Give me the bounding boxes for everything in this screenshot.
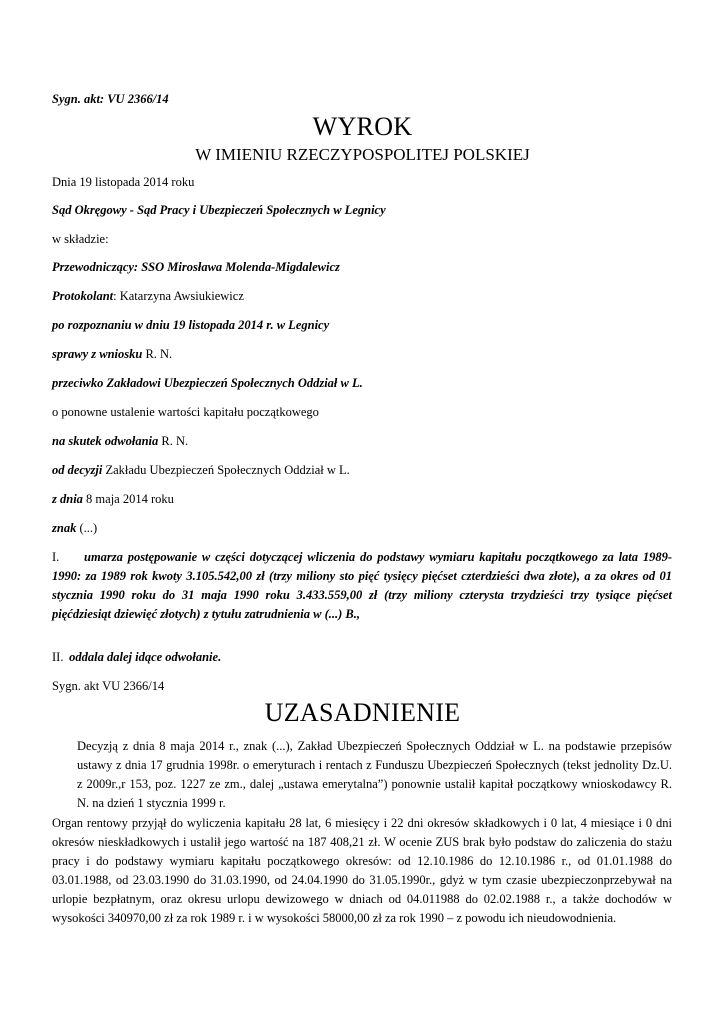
decision-line: [52, 463, 350, 478]
sign-value: (...): [76, 521, 98, 535]
ruling-item-1-text: umarza postępowanie w części dotyczącej wliczenia do podstawy wymiaru kapitału początkowego za lata 1989-1990: za 1989 rok kwoty 3.105.542,00 zł (trzy miliony sto pięć tysięcy pięćset czterdzieści dwa złote), a za okres od 01 stycznia 1990 roku do 31 maja 1990 roku 3.433.559,00 zł (trzy miliony czterysta trzydzieści trzy tysiące pięćset pięćdziesiąt dziewięć złotych) z tytułu zatrudnienia w (...) B.,: [52, 550, 672, 621]
justification-paragraph-1: Decyzją z dnia 8 maja 2014 r., znak (...), Zakład Ubezpieczeń Społecznych Oddział w L. na podstawie przepisów ustawy z dnia 17 grudnia 1998r. o emeryturach i rentach z Funduszu Ubezpieczeń Społecznych (tekst jednolity Dz.U. z 2009r.,r 153, poz. 1227 ze zm., dalej „ustawa emerytalna”) ponownie ustalił kapitał początkowy wnioskodawcy R. N. na dzień 1 stycznia 1999 r.: [77, 739, 672, 810]
case-line: [52, 347, 172, 362]
justification-paragraph-2: Organ rentowy przyjął do wyliczenia kapitału 28 lat, 6 miesięcy i 22 dni okresów składkowych i 0 lat, 4 miesiące i 0 dni okresów nieskładkowych i ustalił jego wartość na 187 408,21 zł. W ocenie ZUS brak było podstaw do zaliczenia do stażu pracy i do podstawy wymiaru kapitału początkowego okresów: od 12.10.1986 do 12.10.1986 r., od 01.01.1988 do 03.01.1988, od 23.03.1990 do 31.03.1990, od 24.04.1990 do 31.05.1990r., gdyż w tym czasie ubezpieczonprzebywał na urlopie bezpłatnym, oraz okresu urlopu dewizowego w dniach od 04.011988 do 02.02.1988 r., a także dochodów w wysokości 340970,00 zł za rok 1989 r. i w wysokości 58000,00 zł za rok 1990 – z powodu ich nieudowodnienia.: [52, 816, 672, 925]
decision-date-line: [52, 492, 174, 507]
case-number-top: Sygn. akt: VU 2366/14: [52, 92, 169, 106]
judgment-subtitle: W IMIENIU RZECZYPOSPOLITEJ POLSKIEJ: [195, 145, 530, 164]
against-line: przeciwko Zakładowi Ubezpieczeń Społecznych Oddział w L.: [52, 376, 363, 390]
ruling-item-1-number: I.: [52, 550, 60, 564]
presiding-judge: Przewodniczący: SSO Mirosława Molenda-Migdalewicz: [52, 260, 340, 274]
decision-date-label: z dnia: [52, 492, 83, 506]
court-name: Sąd Okręgowy - Sąd Pracy i Ubezpieczeń Społecznych w Legnicy: [52, 203, 386, 217]
justification-title: UZASADNIENIE: [264, 698, 461, 727]
ruling-item-1: [52, 548, 672, 624]
case-value: R. N.: [142, 347, 173, 361]
appeal-line: [52, 434, 188, 449]
decision-date-value: 8 maja 2014 roku: [82, 492, 174, 506]
decision-label: od decyzji: [52, 463, 103, 477]
clerk-name: : Katarzyna Awsiukiewicz: [113, 289, 244, 303]
judgment-title: WYROK: [312, 112, 413, 141]
ruling-item-2-text: oddala dalej idące odwołanie.: [69, 650, 222, 664]
case-number-justification: Sygn. akt VU 2366/14: [52, 679, 165, 693]
ruling-item-2-number: II.: [52, 650, 64, 664]
hearing-line: po rozpoznaniu w dniu 19 listopada 2014 r. w Legnicy: [52, 318, 330, 332]
clerk-line: [52, 289, 244, 304]
clerk-label: Protokolant: [52, 289, 114, 303]
judgment-date: Dnia 19 listopada 2014 roku: [52, 175, 195, 189]
ruling-item-2: [52, 650, 221, 665]
subject-line: o ponowne ustalenie wartości kapitału początkowego: [52, 405, 319, 419]
sign-label: znak: [52, 521, 77, 535]
composition-label: w składzie:: [52, 232, 109, 246]
sign-line: [52, 521, 97, 536]
appeal-value: R. N.: [158, 434, 189, 448]
case-label: sprawy z wniosku: [52, 347, 143, 361]
appeal-label: na skutek odwołania: [52, 434, 159, 448]
decision-value: Zakładu Ubezpieczeń Społecznych Oddział w L.: [102, 463, 350, 477]
